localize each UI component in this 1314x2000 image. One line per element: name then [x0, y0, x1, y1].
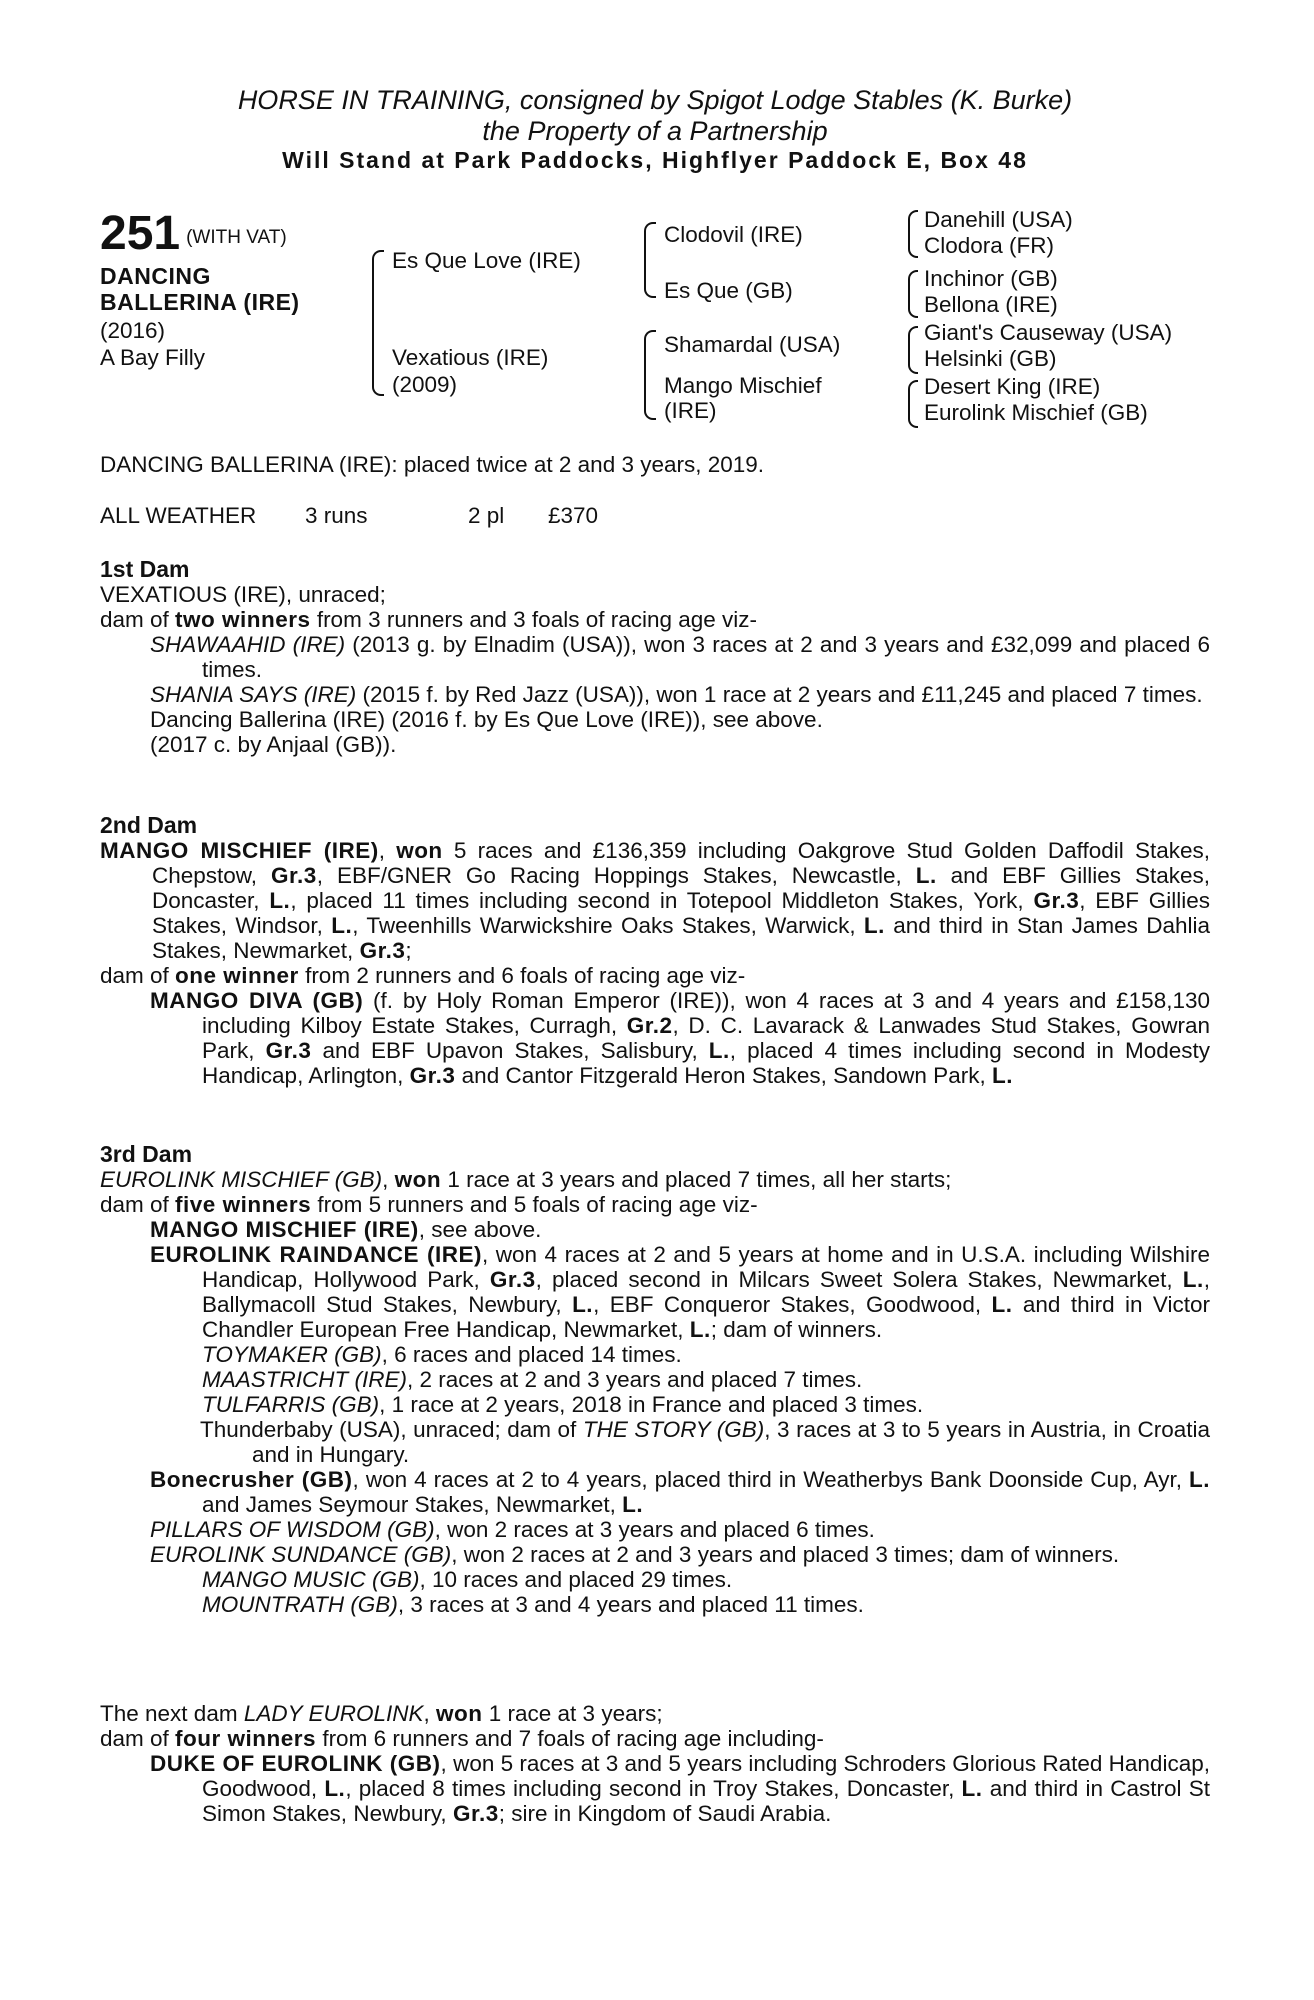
produce-entry: DUKE OF EUROLINK (GB), won 5 races at 3 and 5 years including Schroders Glorious Rated Handicap, Goodwood, L., placed 8 times including second in Troy Stakes, Doncaster, L. and third in Castrol St Simon Stakes, Newbury, Gr.3; sire in Kingdom of Saudi Arabia. [150, 1751, 1210, 1826]
pedigree-bracket [908, 210, 918, 258]
produce-entry: (2017 c. by Anjaal (GB)). [150, 732, 397, 757]
pedigree-bracket [644, 330, 656, 420]
produce-entry: EUROLINK SUNDANCE (GB), won 2 races at 2 and 3 years and placed 3 times; dam of winners. [150, 1542, 1120, 1567]
pedigree-dam-year: (2009) [392, 372, 458, 397]
pedigree-bracket [372, 250, 384, 396]
pedigree-sss: Danehill (USA) [924, 207, 1073, 232]
lot-block [100, 207, 287, 260]
ownership-line: the Property of a Partnership [482, 116, 828, 146]
section-heading: 1st Dam [100, 556, 190, 582]
pedigree-sdd: Bellona (IRE) [924, 292, 1058, 317]
grandproduce-entry: MAASTRICHT (IRE), 2 races at 2 and 3 years and placed 7 times. [202, 1367, 863, 1392]
pedigree-bracket [908, 270, 918, 318]
foaling-year: (2016) [100, 318, 166, 343]
horse-info [100, 317, 205, 371]
grandproduce-entry: MOUNTRATH (GB), 3 races at 3 and 4 years and placed 11 times. [202, 1592, 864, 1617]
produce-entry: PILLARS OF WISDOM (GB), won 2 races at 3 years and placed 6 times. [150, 1517, 875, 1542]
pedigree-dam-dam-suffix: (IRE) [664, 398, 717, 423]
section-heading: 3rd Dam [100, 1141, 193, 1167]
grandproduce-entry: TULFARRIS (GB), 1 race at 2 years, 2018 in France and placed 3 times. [202, 1392, 924, 1417]
record-earnings: £370 [548, 503, 599, 528]
pedigree-sire: Es Que Love (IRE) [392, 248, 581, 273]
pedigree-bracket [644, 222, 656, 298]
pedigree-ddd: Eurolink Mischief (GB) [924, 400, 1148, 425]
horse-name: DANCING BALLERINA (IRE) [100, 263, 300, 315]
record-runs: 3 runs [305, 503, 368, 528]
dam-record: MANGO MISCHIEF (IRE), won 5 races and £136,359 including Oakgrove Stud Golden Daffodil Stakes, Chepstow, Gr.3, EBF/GNER Go Racing Hoppings Stakes, Newcastle, L. and EBF Gillies Stakes, Doncaster, L., placed 11 times including second in Totepool Middleton Stakes, York, Gr.3, EBF Gillies Stakes, Windsor, L., Tweenhills Warwickshire Oaks Stakes, Warwick, L. and third in Stan James Dahlia Stakes, Newmarket, Gr.3; [100, 838, 1211, 963]
dam-record: The next dam LADY EUROLINK, won 1 race at 3 years; [100, 1701, 663, 1726]
produce-summary: dam of four winners from 6 runners and 7 foals of racing age including- [100, 1726, 824, 1751]
consignor-line: HORSE IN TRAINING, consigned by Spigot Lodge Stables (K. Burke) [237, 85, 1073, 115]
pedigree-dam: Vexatious (IRE) [392, 345, 549, 370]
produce-entry: Dancing Ballerina (IRE) (2016 f. by Es Que Love (IRE)), see above. [150, 707, 823, 732]
section-heading: 2nd Dam [100, 812, 198, 838]
pedigree-bracket [908, 326, 918, 374]
pedigree-sire-dam: Es Que (GB) [664, 278, 793, 303]
record-placed: 2 pl [468, 503, 505, 528]
produce-entry: EUROLINK RAINDANCE (IRE), won 4 races at 2 and 5 years at home and in U.S.A. including Wilshire Handicap, Hollywood Park, Gr.3, placed second in Milcars Sweet Solera Stakes, Newmarket, L., Ballymacoll Stud Stakes, Newbury, L., EBF Conqueror Stakes, Goodwood, L. and third in Victor Chandler European Free Handicap, Newmarket, L.; dam of winners. [150, 1242, 1211, 1342]
performance-summary: DANCING BALLERINA (IRE): placed twice at 2 and 3 years, 2019. [100, 452, 765, 477]
pedigree-sire-sire: Clodovil (IRE) [664, 222, 803, 247]
produce-entry: SHANIA SAYS (IRE) (2015 f. by Red Jazz (USA)), won 1 race at 2 years and £11,245 and placed 7 times. [150, 682, 1203, 707]
grandproduce-entry: MANGO MUSIC (GB), 10 races and placed 29 times. [202, 1567, 733, 1592]
pedigree-dam-dam: Mango Mischief [664, 373, 822, 398]
pedigree-ssd: Clodora (FR) [924, 233, 1055, 258]
horse-description: A Bay Filly [100, 345, 206, 370]
grandproduce-entry: TOYMAKER (GB), 6 races and placed 14 times. [202, 1342, 682, 1367]
third-dam-section [100, 1142, 1210, 1617]
dam-record: EUROLINK MISCHIEF (GB), won 1 race at 3 years and placed 7 times, all her starts; [100, 1167, 952, 1192]
vat-note: (WITH VAT) [186, 227, 287, 248]
record-surface: ALL WEATHER [100, 503, 257, 528]
lot-number: 251 [100, 207, 181, 260]
next-dam-section [100, 1701, 1210, 1826]
pedigree-dss: Giant's Causeway (USA) [924, 320, 1173, 345]
stand-location: Will Stand at Park Paddocks, Highflyer Paddock E, Box 48 [282, 147, 1028, 173]
produce-summary: dam of five winners from 5 runners and 5 foals of racing age viz- [100, 1192, 758, 1217]
second-dam-section [100, 813, 1210, 1088]
produce-entry: SHAWAAHID (IRE) (2013 g. by Elnadim (USA)), won 3 races at 2 and 3 years and £32,099 and placed 6 times. [150, 632, 1211, 682]
produce-summary: dam of one winner from 2 runners and 6 foals of racing age viz- [100, 963, 746, 988]
pedigree-dds: Desert King (IRE) [924, 374, 1101, 399]
pedigree-bracket [908, 380, 918, 428]
first-dam-section [100, 557, 1210, 757]
produce-entry: Bonecrusher (GB), won 4 races at 2 to 4 years, placed third in Weatherbys Bank Doonside Cup, Ayr, L. and James Seymour Stakes, Newmarket, L. [150, 1467, 1210, 1517]
pedigree-sds: Inchinor (GB) [924, 266, 1058, 291]
produce-summary: dam of two winners from 3 runners and 3 foals of racing age viz- [100, 607, 758, 632]
pedigree-dsd: Helsinki (GB) [924, 346, 1057, 371]
dam-name: VEXATIOUS (IRE), unraced; [100, 582, 386, 607]
race-record [100, 503, 1210, 528]
grandproduce-entry: Thunderbaby (USA), unraced; dam of THE STORY (GB), 3 races at 3 to 5 years in Austria, in Croatia and in Hungary. [200, 1417, 1211, 1467]
produce-entry: MANGO MISCHIEF (IRE), see above. [150, 1217, 542, 1242]
pedigree-dam-sire: Shamardal (USA) [664, 332, 841, 357]
produce-entry: MANGO DIVA (GB) (f. by Holy Roman Emperor (IRE)), won 4 races at 3 and 4 years and £158,130 including Kilboy Estate Stakes, Curragh, Gr.2, D. C. Lavarack & Lanwades Stud Stakes, Gowran Park, Gr.3 and EBF Upavon Stakes, Salisbury, L., placed 4 times including second in Modesty Handicap, Arlington, Gr.3 and Cantor Fitzgerald Heron Stakes, Sandown Park, L. [150, 988, 1211, 1088]
